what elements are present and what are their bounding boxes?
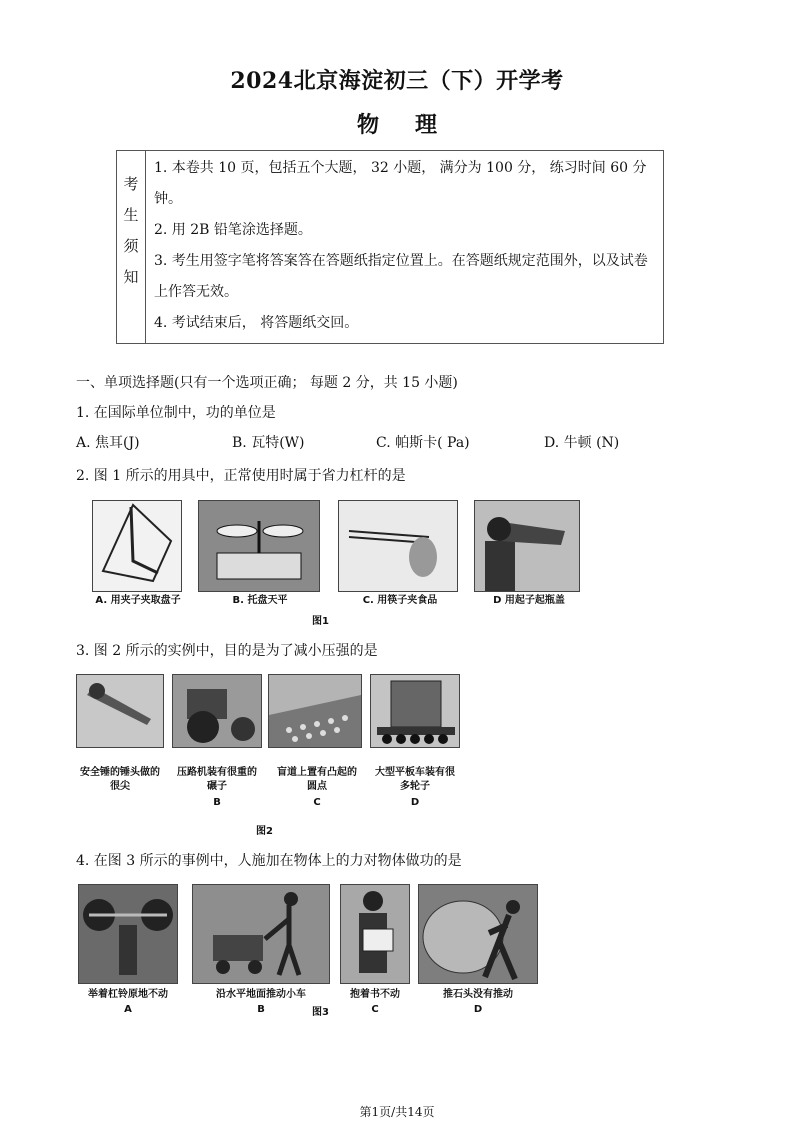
notice-item: 1. 本卷共 10 页，包括五个大题， 32 小题， 满分为 100 分， 练习时间 60 分钟。 xyxy=(154,160,647,207)
section-heading: 一、单项选择题(只有一个选项正确； 每题 2 分，共 15 小题) xyxy=(76,375,458,391)
figure1-caption-a: A. 用夹子夹取盘子 xyxy=(95,595,181,606)
q1-option-a: A. 焦耳(J) xyxy=(76,435,140,451)
figure2-photo-d-flatbed-truck xyxy=(370,674,460,748)
exam-notice-table xyxy=(116,150,664,344)
question-2-stem: 2. 图 1 所示的用具中，正常使用时属于省力杠杆的是 xyxy=(76,468,406,484)
figure3-label: 图3 xyxy=(312,1007,329,1018)
figure3-letter-b: B xyxy=(257,1004,265,1015)
figure3-photo-c-holding-books xyxy=(340,884,410,984)
figure3-letter-d: D xyxy=(473,1004,483,1015)
question-3-stem: 3. 图 2 所示的实例中，目的是为了减小压强的是 xyxy=(76,643,378,659)
page-footer: 第1页/共14页 xyxy=(359,1105,435,1119)
figure3-caption-d: 推石头没有推动 xyxy=(443,989,513,1000)
question-1-stem: 1. 在国际单位制中，功的单位是 xyxy=(76,405,276,421)
q1-option-b: B. 瓦特(W) xyxy=(232,435,305,451)
figure1-caption-c: C. 用筷子夹食品 xyxy=(362,595,438,606)
figure1-caption-d: D 用起子起瓶盖 xyxy=(493,595,565,606)
figure2-letter-c: C xyxy=(313,797,321,808)
figure1-photo-c-chopsticks xyxy=(338,500,458,592)
figure3-photo-d-pushing-rock xyxy=(418,884,538,984)
question-4-stem: 4. 在图 3 所示的事例中，人施加在物体上的力对物体做功的是 xyxy=(76,853,462,869)
notice-item: 4. 考试结束后， 将答题纸交回。 xyxy=(154,315,359,331)
notice-side-label xyxy=(117,151,146,344)
subject-title: 物理 xyxy=(356,112,473,138)
figure3-caption-c: 抱着书不动 xyxy=(350,989,400,1000)
notice-side-char: 考 xyxy=(123,175,139,193)
figure3-caption-b: 沿水平地面推动小车 xyxy=(216,989,306,1000)
notice-side-char: 知 xyxy=(123,268,139,286)
notice-side-char: 须 xyxy=(123,237,139,255)
exam-title: 2024北京海淀初三（下）开学考 xyxy=(230,68,564,94)
notice-items xyxy=(146,151,664,344)
figure3-caption-a: 举着杠铃原地不动 xyxy=(88,989,168,1000)
figure3-letter-a: A xyxy=(124,1004,132,1015)
figure1-photo-b-balance xyxy=(198,500,320,592)
figure2-letter-b: B xyxy=(213,797,221,808)
figure2-letter-d: D xyxy=(410,797,420,808)
notice-side-char: 生 xyxy=(123,206,139,224)
figure1-caption-b: B. 托盘天平 xyxy=(232,595,288,606)
figure2-photo-b-road-roller xyxy=(172,674,262,748)
q1-option-c: C. 帕斯卡( Pa) xyxy=(376,435,470,451)
figure3-letter-c: C xyxy=(371,1004,379,1015)
q1-option-d: D. 牛顿 (N) xyxy=(544,435,620,451)
figure2-photo-c-tactile-paving xyxy=(268,674,362,748)
figure3-photo-b-pushing-cart xyxy=(192,884,330,984)
notice-item: 2. 用 2B 铅笔涂选择题。 xyxy=(154,222,312,238)
figure2-caption-c: 盲道上置有凸起的圆点 xyxy=(277,767,357,792)
figure2-photo-a-safety-hammer xyxy=(76,674,164,748)
notice-item: 3. 考生用签字笔将答案答在答题纸指定位置上。在答题纸规定范围外，以及试卷上作答无效。 xyxy=(154,253,648,300)
figure2-label: 图2 xyxy=(256,826,273,837)
figure3-photo-a-barbell xyxy=(78,884,178,984)
figure2-caption-a: 安全锤的锤头做的很尖 xyxy=(80,767,160,792)
figure1-photo-a-tongs xyxy=(92,500,182,592)
figure2-caption-b: 压路机装有很重的碾子 xyxy=(177,767,257,792)
figure1-label: 图1 xyxy=(312,616,329,627)
figure2-caption-d: 大型平板车装有很多轮子 xyxy=(375,767,455,792)
figure1-photo-d-opener xyxy=(474,500,580,592)
